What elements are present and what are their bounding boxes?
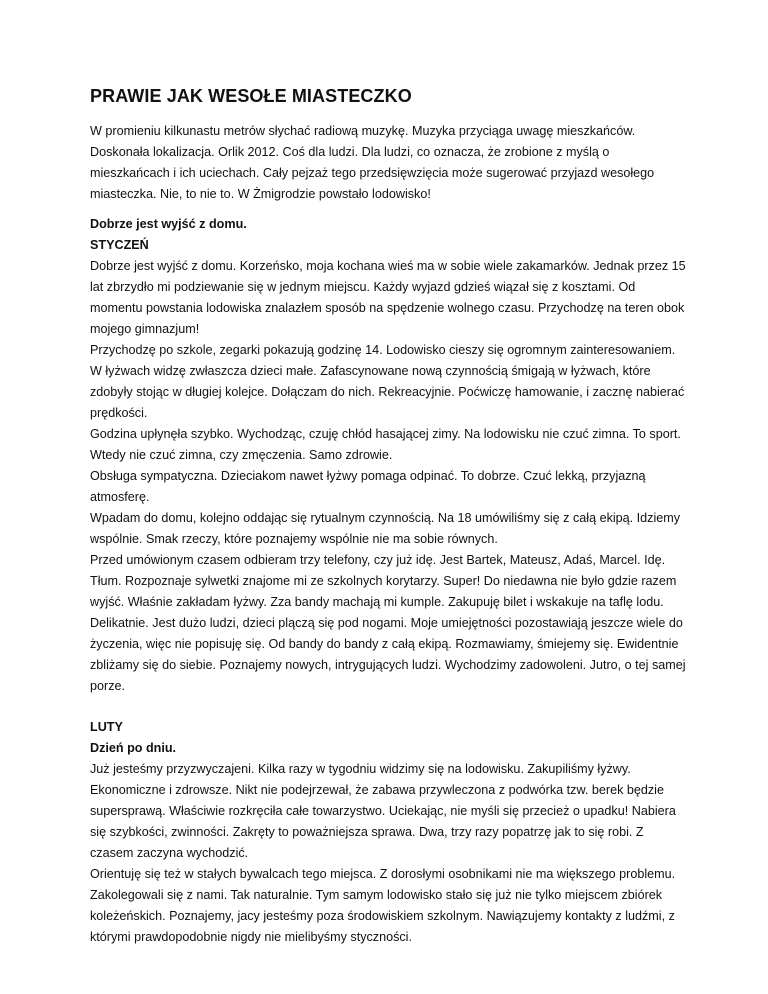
section1-paragraph: Godzina upłynęła szybko. Wychodząc, czuję chłód hasającej zimy. Na lodowisku nie czuć zimna. To sport. Wtedy nie czuć zimna, czy zmęczenia. Samo zdrowie. bbox=[90, 427, 681, 462]
section1-paragraph: Przychodzę po szkole, zegarki pokazują godzinę 14. Lodowisko cieszy się ogromnym zainteresowaniem. W łyżwach widzę zwłaszcza dzieci małe. Zafascynowane nową czynnością śmigają w łyżwach, które zdobyły stojąc w długiej kolejce. Dołączam do nich. Rekreacyjnie. Poćwiczę hamowanie, i zacznę nabierać prędkości. bbox=[90, 343, 685, 420]
section1-paragraph: Wpadam do domu, kolejno oddając się rytualnym czynnością. Na 18 umówiliśmy się z całą ekipą. Idziemy wspólnie. Smak rzeczy, które poznajemy wspólnie nie ma sobie równych. bbox=[90, 511, 681, 546]
section2-month: LUTY bbox=[90, 720, 123, 734]
section2-paragraph: Już jesteśmy przyzwyczajeni. Kilka razy w tygodniu widzimy się na lodowisku. Zakupiliśmy łyżwy. Ekonomiczne i zdrowsze. Nikt nie podejrzewał, że zabawa przywleczona z podwórka tzw. berek będzie supersprawą. Właściwie rozkręciła całe towarzystwo. Uciekając, nie myśli się przecież o upadku! Nabiera się szybkości, zwinności. Zakręty to poważniejsza sprawa. Dwa, trzy razy popatrzę jak to się robi. Z czasem zaczyna wychodzić. bbox=[90, 762, 676, 860]
section2-paragraph: Orientuję się też w stałych bywalcach tego miejsca. Z dorosłymi osobnikami nie ma większego problemu. Zakolegowali się z nami. Tak naturalnie. Tym samym lodowisko stało się już nie tylko miejscem zbiórek koleżeńskich. Poznajemy, jacy jesteśmy poza środowiskiem szkolnym. Nawiązujemy kontakty z ludźmi, z którymi prawdopodobnie nigdy nie mielibyśmy styczności. bbox=[90, 867, 676, 944]
section1-paragraph: Przed umówionym czasem odbieram trzy telefony, czy już idę. Jest Bartek, Mateusz, Adaś, Marcel. Idę. bbox=[90, 553, 666, 567]
section1-subtitle: Dobrze jest wyjść z domu. bbox=[90, 217, 247, 231]
intro-paragraph: W promieniu kilkunastu metrów słychać radiową muzykę. Muzyka przyciąga uwagę mieszkańców. Doskonała lokalizacja. Orlik 2012. Coś dla ludzi. Dla ludzi, co oznacza, że zrobione z myślą o mieszkańcach i ich uciechach. Cały pejzaż tego przedsięwzięcia może sugerować przyjazd wesołego miasteczka. Nie, to nie to. W Żmigrodzie powstało lodowisko! bbox=[90, 124, 655, 201]
section1-paragraph: Obsługa sympatyczna. Dzieciakom nawet łyżwy pomaga odpinać. To dobrze. Czuć lekką, przyjazną atmosferę. bbox=[90, 469, 646, 504]
section1-paragraph: Dobrze jest wyjść z domu. Korzeńsko, moja kochana wieś ma w sobie wiele zakamarków. Jednak przez 15 lat zbrzydło mi podziewanie się w jednym miejscu. Każdy wyjazd gdzieś wiązał się z kosztami. Od momentu powstania lodowiska znalazłem sposób na spędzenie wolnego czasu. Przychodzę na teren obok mojego gimnazjum! bbox=[90, 259, 686, 336]
section2-subtitle: Dzień po dniu. bbox=[90, 741, 177, 755]
section1-paragraph: Delikatnie. Jest dużo ludzi, dzieci plączą się pod nogami. Moje umiejętności pozostawiają jeszcze wiele do życzenia, więc nie popisuję się. Od bandy do bandy z całą ekipą. Rozmawiamy, śmiejemy się. Ewidentnie zbliżamy się do siebie. Poznajemy nowych, intrygujących ludzi. Wychodzimy zadowoleni. Jutro, o tej samej porze. bbox=[90, 616, 686, 693]
section1-month: STYCZEŃ bbox=[90, 238, 149, 252]
document-title: PRAWIE JAK WESOŁE MIASTECZKO bbox=[90, 86, 412, 106]
document-page bbox=[90, 84, 690, 948]
spacer bbox=[90, 697, 690, 717]
section1-paragraph: Tłum. Rozpoznaje sylwetki znajome mi ze szkolnych korytarzy. Super! Do niedawna nie było gdzie razem wyjść. Właśnie zakładam łyżwy. Zza bandy machają mi kumple. Zakupuję bilet i wskakuje na taflę lodu. bbox=[90, 574, 677, 609]
spacer bbox=[90, 205, 690, 214]
